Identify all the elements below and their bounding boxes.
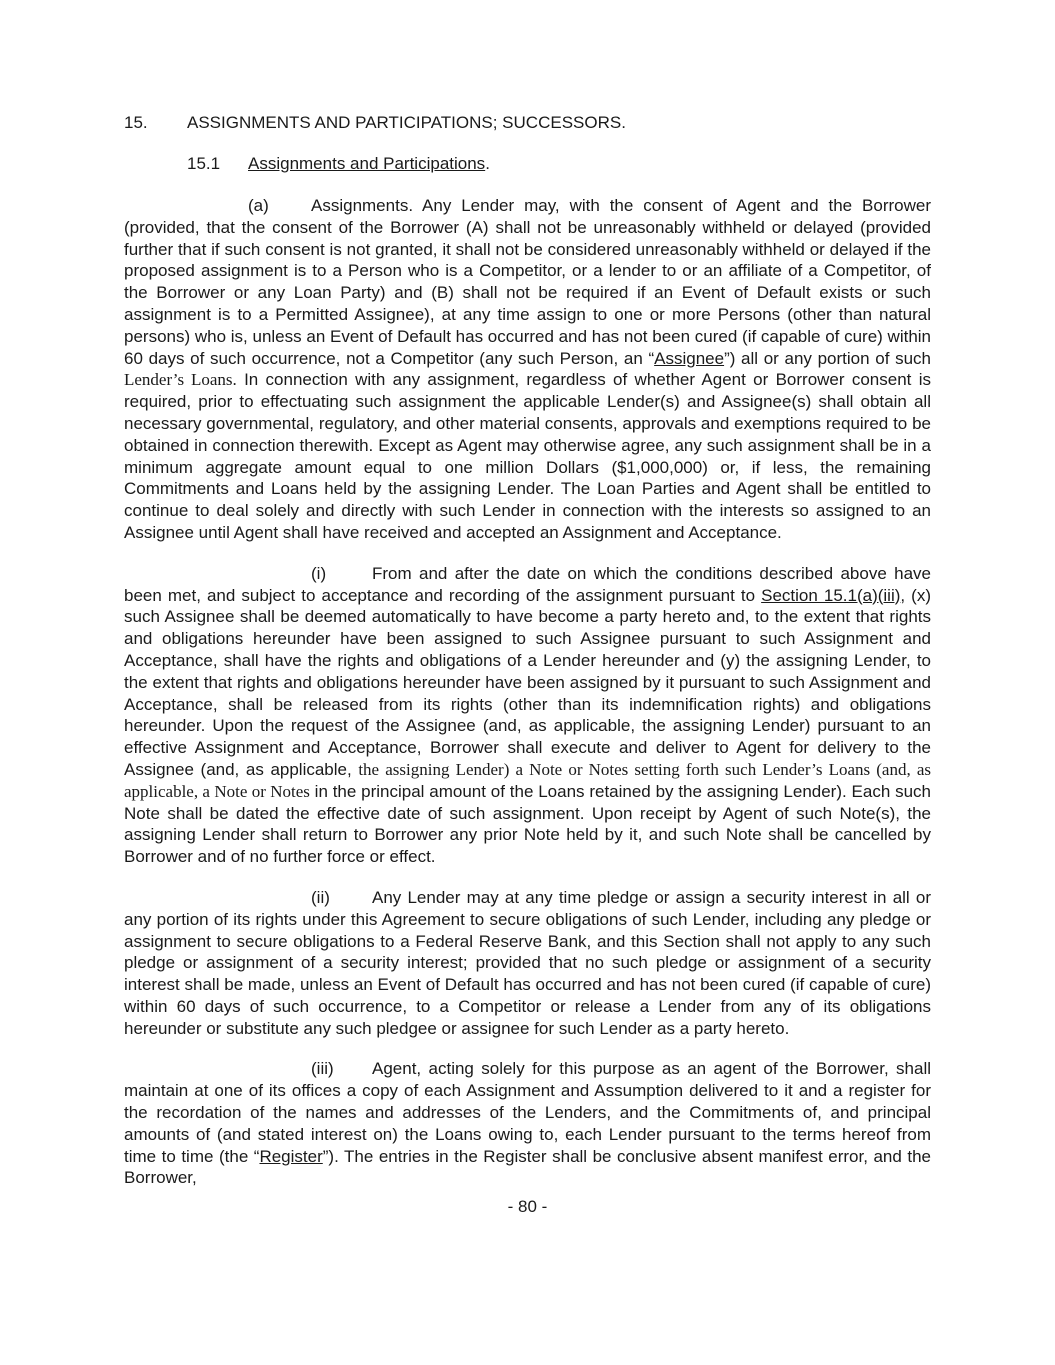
paragraph-i-label: (i) [311,563,327,583]
section-number: 15. [124,113,148,132]
paragraph-i-text-1: From and after the date on which the conditions described above have been met, and subject to acceptance and recording of the assignment pursuant to [124,563,931,605]
paragraph-a-serif-text: Lender’s Loans. [124,370,237,390]
paragraph-ii [124,887,931,1040]
paragraph-iii-text-1: Agent, acting solely for this purpose as an agent of the Borrower, shall maintain at one of its offices a copy of each Assignment and Assumption delivered to it and a register for the recordation of the names and addresses of the Lenders, and the Commitments of, and principal amounts of (and stated interest on) the Loans owing to, each Lender pursuant to the terms hereof from time to time (the “ [124,1059,931,1166]
paragraph-a [124,195,931,544]
paragraph-a-text-2: ”) all or any portion of such [724,348,932,368]
subsection-number: 15.1 [187,154,221,173]
paragraph-i-serif-text: the assigning Lender) a Note or Notes setting forth such Lender’s Loans (and, as applicable, a Note or Notes [124,759,931,801]
cross-reference-link: Section 15.1(a)(iii) [761,585,901,605]
paragraph-iii-label: (iii) [311,1059,334,1079]
defined-term-register: Register [259,1146,323,1166]
paragraph-ii-text: Any Lender may at any time pledge or assign a security interest in all or any portion of its rights under this Agreement to secure obligations of such Lender, including any pledge or assignment to secure obligations to a Federal Reserve Bank, and this Section shall not apply to any such pledge or assignment of a security interest; provided that no such pledge or assignment of a security interest shall be made, unless an Event of Default has occurred and has not been cured (if capable of cure) within 60 days of such occurrence, to a Competitor or release a Lender from any of its obligations hereunder or substitute any such pledgee or assignee for such Lender as a party hereto. [124,887,931,1038]
paragraph-ii-label: (ii) [311,887,330,907]
paragraph-i-text-3: in the principal amount of the Loans retained by the assigning Lender). Each such Note shall be dated the effective date of such assignment. Upon receipt by Agent of such Note(s), the assigning Lender shall return to Borrower any prior Note held by it, and such Note shall be cancelled by Borrower and of no further force or effect. [124,781,932,867]
subsection-heading [187,153,931,175]
paragraph-iii [124,1058,931,1189]
paragraph-a-heading: Assignments. [311,196,414,215]
paragraph-i-text-2: , (x) such Assignee shall be deemed automatically to have become a party hereto and, to the extent that rights and obligations hereunder have been assigned to such Assignee pursuant to such Assignment and Acceptance, shall have the rights and obligations of a Lender hereunder and (y) the assigning Lender, to the extent that rights and obligations hereunder have been assigned by it pursuant to such Assignment and Acceptance, shall be released from its rights (other than its indemnification rights) and obligations hereunder. Upon the request of the Assignee (and, as applicable, the assigning Lender) pursuant to an effective Assignment and Acceptance, Borrower shall execute and deliver to Agent for delivery to the Assignee (and, as applicable, [124,585,931,779]
document-body [124,112,931,1189]
paragraph-a-text-1: Any Lender may, with the consent of Agent and the Borrower (provided, that the consent of the Borrower (A) shall not be unreasonably withheld or delayed (provided further that if such consent is not granted, it shall not be considered unreasonably withheld or delayed if the proposed assignment is to a Person who is a Competitor, or a lender to or an affiliate of a Competitor, of the Borrower or any Loan Party) and (B) shall not be required if an Event of Default exists or such assignment is to a Permitted Assignee), at any time assign to one or more Persons (other than natural persons) who is, unless an Event of Default has occurred and has not been cured (if capable of cure) within 60 days of such occurrence, not a Competitor (any such Person, an “ [124,196,932,368]
section-title: ASSIGNMENTS AND PARTICIPATIONS; SUCCESSORS. [187,113,626,132]
section-heading [124,112,931,134]
paragraph-iii-text-2: ”). The entries in the Register shall be conclusive absent manifest error, and the Borrower, [124,1146,931,1188]
defined-term-assignee: Assignee [654,348,725,368]
subsection-title: Assignments and Participations [248,154,486,173]
subsection-title-suffix: . [485,154,490,173]
page-number: - 80 - [507,1197,548,1216]
paragraph-i [124,563,931,868]
paragraph-a-label: (a) [248,196,269,215]
paragraph-a-text-3: In connection with any assignment, regardless of whether Agent or Borrower consent is required, prior to effectuating such assignment the applicable Lender(s) and Assignee(s) shall obtain all necessary governmental, regulatory, and other material consents, approvals and exemptions required to be obtained in connection therewith. Except as Agent may otherwise agree, any such assignment shall be in a minimum aggregate amount equal to one million Dollars ($1,000,000) or, if less, the remaining Commitments and Loans held by the assigning Lender. The Loan Parties and Agent shall be entitled to continue to deal solely and directly with such Lender in connection with the interests so assigned to an Assignee until Agent shall have received and accepted an Assignment and Acceptance. [124,370,931,542]
